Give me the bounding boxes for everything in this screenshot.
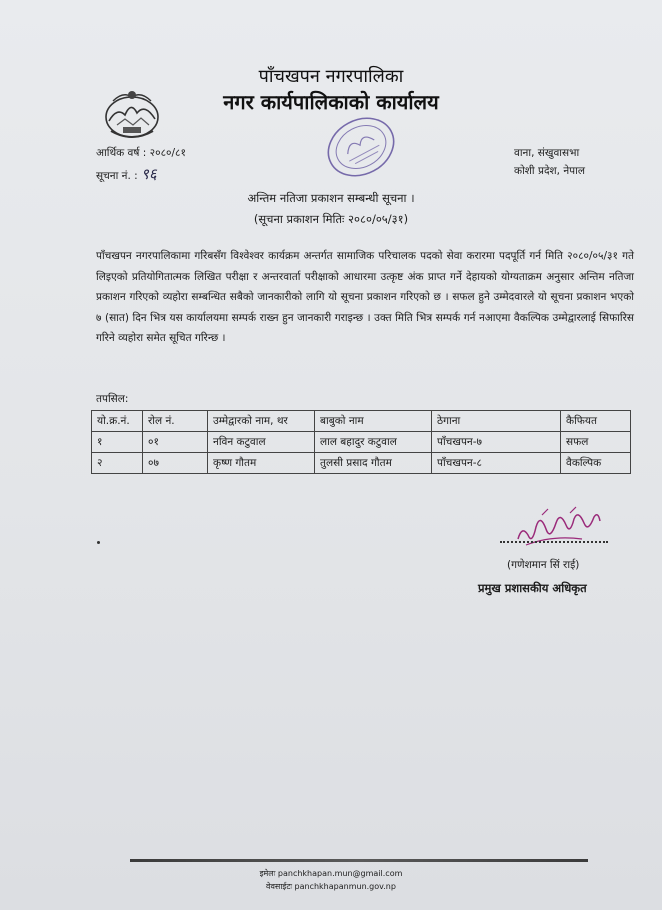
- notice-title: अन्तिम नतिजा प्रकाशन सम्बन्धी सूचना ।: [247, 191, 415, 205]
- table-cell: लाल बहादुर कटुवाल: [315, 432, 432, 453]
- table-cell: सफल: [561, 432, 631, 453]
- table-cell: पाँचखपन-७: [432, 432, 561, 453]
- table-cell: पाँचखपन-८: [432, 453, 561, 474]
- municipality-name: पाँचखपन नगरपालिका: [258, 66, 404, 87]
- column-header: कैफियत: [561, 411, 631, 432]
- column-header: रोल नं.: [143, 411, 208, 432]
- fiscal-year: आर्थिक वर्ष : २०८०/८१: [96, 147, 186, 159]
- footer-divider: [130, 859, 588, 862]
- table-cell: वैकल्पिक: [561, 453, 631, 474]
- results-table: [91, 410, 631, 474]
- table-cell: ०१: [143, 432, 208, 453]
- notice-date: (सूचना प्रकाशन मितिः २०८०/०५/३१): [253, 212, 409, 226]
- column-header: उम्मेद्वारको नाम, थर: [208, 411, 315, 432]
- office-location-line-1: वाना, संखुवासभा: [514, 147, 580, 159]
- notice-number-value: ९६: [141, 165, 157, 183]
- table-header-row: [92, 411, 631, 432]
- table-cell: २: [92, 453, 143, 474]
- signature-line: [500, 541, 608, 543]
- ink-dot: [97, 541, 100, 544]
- table-cell: कृष्ण गौतम: [208, 453, 315, 474]
- notice-number: [96, 164, 157, 184]
- table-cell: १: [92, 432, 143, 453]
- table-cell: तुलसी प्रसाद गौतम: [315, 453, 432, 474]
- signatory-name: (गणेशमान सिं राई): [507, 559, 580, 571]
- table-row: [92, 453, 631, 474]
- office-seal-stamp: [322, 112, 400, 182]
- column-header: यो.क्र.नं.: [92, 411, 143, 432]
- footer-website: वेवसाईटः panchkhapanmun.gov.np: [266, 882, 396, 891]
- details-label: तपसिल:: [96, 393, 129, 405]
- office-name: नगर कार्यपालिकाको कार्यालय: [223, 90, 439, 114]
- column-header: ठेगाना: [432, 411, 561, 432]
- notice-body: पाँचखपन नगरपालिकामा गरिबसँग विश्वेश्वर कार्यक्रम अन्तर्गत सामाजिक परिचालक पदको सेवा करारमा पदपूर्ति गर्न मिति २०८०/०५/३१ गते लिइएको प्रतियोगितात्मक लिखित परीक्षा र अन्तरवार्ता परीक्षाको आधारमा उत्कृष्ट अंक प्राप्त गर्ने देहायको योग्यताक्रम अनुसार अन्तिम नतिजा प्रकाशन गरिएको व्यहोरा सम्बन्धित सबैको जानकारीको लागि यो सूचना प्रकाशन गरिएको छ । सफल हुने उम्मेदवारले यो सूचना प्रकाशन भएको ७ (सात) दिन भित्र यस कार्यालयमा सम्पर्क राख्न हुन जानकारी गराइन्छ । उक्त मिति भित्र सम्पर्क गर्न नआएमा वैकल्पिक उम्मेद्वारलाई सिफारिस गरिने व्यहोरा समेत सूचित गरिन्छ ।: [96, 250, 634, 345]
- handwritten-signature: [512, 505, 604, 551]
- office-location-line-2: कोशी प्रदेश, नेपाल: [514, 165, 585, 177]
- table-cell: नविन कटुवाल: [208, 432, 315, 453]
- signatory-post: प्रमुख प्रशासकीय अधिकृत: [478, 581, 587, 595]
- table-row: [92, 432, 631, 453]
- notice-number-label: सूचना नं. :: [96, 170, 138, 182]
- footer-email: इमेलः panchkhapan.mun@gmail.com: [259, 869, 403, 878]
- table-cell: ०७: [143, 453, 208, 474]
- column-header: बाबुको नाम: [315, 411, 432, 432]
